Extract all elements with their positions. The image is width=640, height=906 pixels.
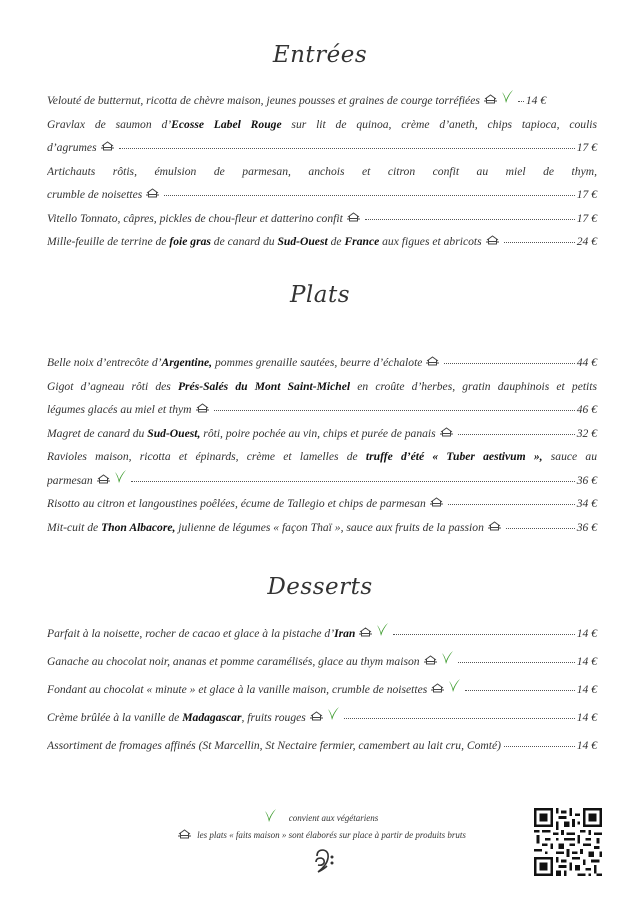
dot-leader <box>214 402 575 411</box>
dot-leader <box>458 654 575 663</box>
dish-price: 34 € <box>576 497 597 510</box>
dish-origin: France <box>344 235 380 248</box>
dish-name: Crème brûlée à la vanille de <box>47 711 183 724</box>
homemade-icon <box>359 627 372 637</box>
dish-price: 24 € <box>576 235 597 248</box>
dish-gravlax-line1 <box>47 113 597 137</box>
dish-price: 17 € <box>576 188 597 201</box>
dish-mille-feuille <box>47 230 597 254</box>
dish-origin: Sud-Ouest <box>277 235 328 248</box>
dish-desc: en croûte d’herbes, gratin dauphinois et petits <box>350 379 597 393</box>
qr-code[interactable] <box>534 808 602 876</box>
dish-price: 14 € <box>576 627 597 640</box>
dish-magret <box>47 422 597 446</box>
dish-origin: Prés-Salés du Mont Saint-Michel <box>177 379 351 393</box>
dish-origin: Argentine, <box>161 356 213 369</box>
dish-desc: rôti, poire pochée au vin, chips et purée de panais <box>200 426 436 440</box>
dish-name: Mille-feuille de terrine de <box>47 235 170 248</box>
dot-leader <box>444 355 574 364</box>
homemade-icon <box>196 403 209 413</box>
dish-name: Artichauts rôtis, émulsion de parmesan, anchois et citron confit au miel de thym, <box>47 164 597 178</box>
homemade-icon <box>431 683 444 693</box>
dish-price: 14 € <box>576 711 597 724</box>
homemade-icon <box>484 94 497 104</box>
dot-leader <box>504 738 575 747</box>
dish-gigot-line1 <box>47 375 597 399</box>
dot-leader <box>465 682 574 691</box>
dish-name: Gigot d’agneau rôti des <box>47 379 178 393</box>
dish-creme-brulee <box>47 704 597 732</box>
vegetarian-icon <box>440 650 454 665</box>
dot-leader <box>448 496 575 505</box>
dish-desc: parmesan <box>47 473 93 487</box>
homemade-icon <box>424 655 437 665</box>
dish-ravioles-line2 <box>47 469 597 493</box>
dot-leader <box>119 140 575 149</box>
section-title-desserts: Desserts <box>267 574 373 600</box>
dish-fromages <box>47 732 597 760</box>
dish-risotto <box>47 492 597 516</box>
dish-price: 14 € <box>576 655 597 668</box>
dish-name: Velouté de butternut, ricotta de chèvre maison, jeunes pousses et graines de courge torréfiées <box>47 94 480 107</box>
dish-price: 32 € <box>576 426 597 440</box>
dish-desc: julienne de légumes « façon Thaï », sauce aux fruits de la passion <box>175 520 484 534</box>
dish-price: 36 € <box>576 473 597 487</box>
vegetarian-icon <box>500 89 514 104</box>
dish-price: 14 € <box>525 94 547 107</box>
dot-leader <box>164 187 574 196</box>
homemade-icon <box>310 711 323 721</box>
dish-price: 44 € <box>576 356 597 369</box>
dish-desc: de <box>327 235 345 248</box>
legend-vegetarian-text: convient aux végétariens <box>288 813 379 823</box>
homemade-icon <box>488 521 501 531</box>
dish-name: Ravioles maison, ricotta et épinards, crème et lamelles de <box>47 450 366 463</box>
dish-ganache <box>47 648 597 676</box>
dish-price: 17 € <box>576 211 597 225</box>
dish-name: Magret de canard du <box>47 426 148 440</box>
menu-list-plats <box>47 351 597 539</box>
dish-desc: de canard du <box>210 235 278 248</box>
homemade-icon <box>178 829 191 839</box>
dish-parfait <box>47 620 597 648</box>
dish-name: Risotto au citron et langoustines poêlées, écume de Tallegio et chips de parmesan <box>47 497 426 510</box>
vegetarian-icon <box>447 678 461 693</box>
dot-leader <box>365 211 575 220</box>
dish-name: Vitello Tonnato, câpres, pickles de chou-fleur et datterino confit <box>47 211 343 225</box>
dish-gravlax-line2 <box>47 136 597 160</box>
dish-origin: Thon Albacore, <box>101 520 176 534</box>
dish-price: 46 € <box>576 403 597 416</box>
dish-origin: Iran <box>334 627 356 640</box>
legend-homemade-text: les plats « faits maison » sont élaborés sur place à partir de produits bruts <box>197 830 466 840</box>
dish-origin: Sud-Ouest, <box>147 426 201 440</box>
homemade-icon <box>426 356 439 366</box>
menu-list-desserts <box>47 620 597 760</box>
dish-fondant <box>47 676 597 704</box>
dot-leader <box>393 626 574 635</box>
vegetarian-icon <box>375 622 389 637</box>
dish-desc: pommes grenaille sautées, beurre d’échalote <box>212 356 423 369</box>
dish-origin: Madagascar <box>182 711 242 724</box>
dish-ravioles-line1 <box>47 445 597 469</box>
dish-artichauts-line1 <box>47 160 597 184</box>
dish-thon <box>47 516 597 540</box>
vegetarian-icon <box>113 469 127 484</box>
dish-price: 17 € <box>576 141 597 154</box>
dot-leader <box>506 520 575 529</box>
homemade-icon <box>146 188 159 198</box>
homemade-icon <box>101 141 114 151</box>
section-title-plats: Plats <box>289 282 351 308</box>
dot-leader <box>504 234 575 243</box>
dish-highlight: foie gras <box>169 235 211 248</box>
dish-desc: aux figues et abricots <box>379 235 482 248</box>
dish-veloute <box>47 89 597 113</box>
dish-name: Belle noix d’entrecôte d’ <box>47 356 162 369</box>
dish-artichauts-line2 <box>47 183 597 207</box>
dish-vitello <box>47 207 597 231</box>
dish-desc: sur lit de quinoa, crème d’aneth, chips tapioca, coulis <box>281 117 597 131</box>
homemade-icon <box>347 212 360 222</box>
homemade-icon <box>486 235 499 245</box>
dish-price: 36 € <box>576 520 597 534</box>
dish-origin: Ecosse Label Rouge <box>171 117 282 131</box>
clef-logo-icon <box>312 848 338 878</box>
dish-desc: d’agrumes <box>47 141 97 154</box>
dish-name: Gravlax de saumon d’ <box>47 117 172 131</box>
dish-highlight: truffe d’été « Tuber aestivum », <box>365 450 543 463</box>
homemade-icon <box>440 427 453 437</box>
dot-leader <box>518 93 524 102</box>
dot-leader <box>458 426 575 435</box>
dish-name: Assortiment de fromages affinés (St Marcellin, St Nectaire fermier, camembert au lait cru, Comté) <box>47 739 502 752</box>
dish-name: Mit-cuit de <box>47 520 102 534</box>
dish-desc: crumble de noisettes <box>47 188 143 201</box>
menu-list-entrees <box>47 89 597 254</box>
dish-desc: légumes glacés au miel et thym <box>47 403 192 416</box>
homemade-icon <box>97 474 110 484</box>
dish-name: Fondant au chocolat « minute » et glace à la vanille maison, crumble de noisettes <box>47 683 428 696</box>
dish-desc: sauce au <box>542 450 597 463</box>
vegetarian-icon <box>326 706 340 721</box>
vegetarian-icon <box>263 808 277 823</box>
dish-price: 14 € <box>576 683 597 696</box>
dot-leader <box>131 473 575 482</box>
dish-price: 14 € <box>576 739 597 752</box>
dish-name: Ganache au chocolat noir, ananas et pomme caramélisés, glace au thym maison <box>47 655 420 668</box>
dot-leader <box>344 710 575 719</box>
section-title-entrees: Entrées <box>272 42 368 68</box>
dish-entrecote <box>47 351 597 375</box>
dish-desc: , fruits rouges <box>241 711 306 724</box>
dish-gigot-line2 <box>47 398 597 422</box>
dish-name: Parfait à la noisette, rocher de cacao et glace à la pistache d’ <box>47 627 335 640</box>
homemade-icon <box>430 497 443 507</box>
